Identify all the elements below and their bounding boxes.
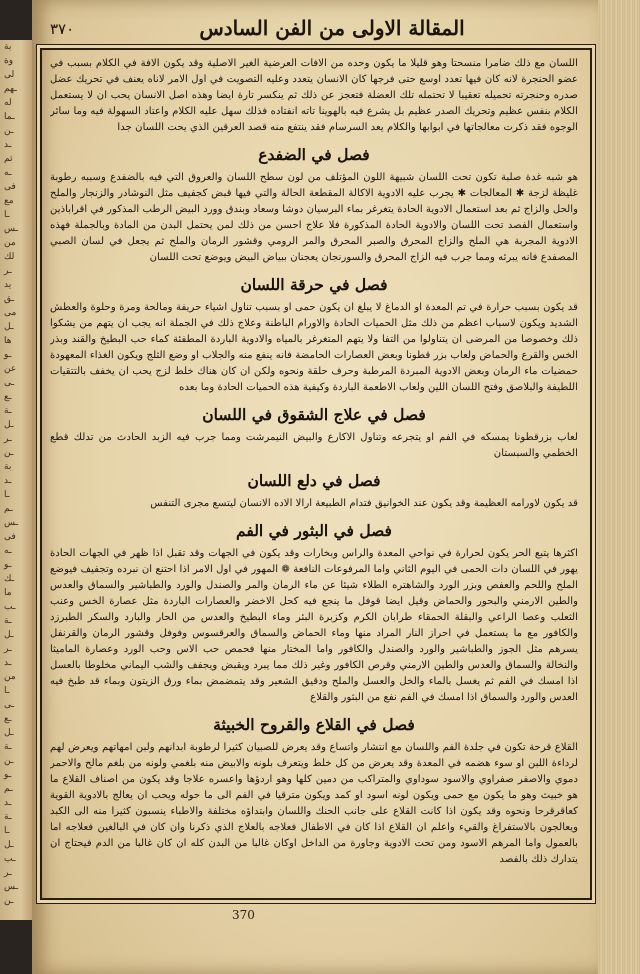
- facing-page-fragment: ـق: [4, 294, 15, 304]
- facing-page-fragment: ـما: [4, 112, 15, 122]
- page-title: المقالة الاولى من الفن السادس: [199, 16, 465, 40]
- facing-page-fragment: بة: [4, 462, 12, 472]
- facing-page-fragment: ـو: [4, 560, 12, 570]
- section-heading: فصل في علاج الشقوق في اللسان: [202, 405, 426, 424]
- section-paragraph: قد يكون لاورامه العظيمة وقد يكون عند الخوانيق فتدام الطبيعة ارالا الاده الانسان ليتسع مجرى التنفس: [150, 498, 578, 509]
- facing-page-fragment: ـع: [4, 714, 12, 724]
- page-number: ٣٧٠: [50, 20, 75, 38]
- section-heading: فصل في البثور في الفم: [236, 521, 392, 540]
- facing-page-fragment: لك: [4, 252, 15, 262]
- facing-page-fragment: بة: [4, 42, 12, 52]
- facing-page-fragment: يد: [4, 280, 12, 290]
- facing-page-fragment: ـد: [4, 140, 12, 150]
- facing-page-fragment: ـا: [4, 686, 10, 696]
- facing-page-fragment: ـن: [4, 756, 14, 766]
- facing-page-edge: [0, 40, 36, 920]
- page-stack-edge: [598, 0, 640, 974]
- intro-paragraph: اللسان مع ذلك ضامرا منسحتا وهو قليلا ما يكون وحده من الافات العرضية الغير الاصلية وقد يكون الافة في الكلام بسبب في عضو الحنجرة لانه كان فيها تعدد اوسع حتى فرجها كان الانسان يتعدد وعليه التصويت في اول الامر لاناه يعنف في تحريك عضل صدره وحنجرته تحميله تعقيبا لا تحتمله تلك العضلة فتعجز عن ذلك ثم ينكسر تارة ايضا وهذه اصل الانسان يحب ان لا يستعمل الكلام بنفس عظيم وتحريك الصدر عظيم بل يشرع فيه بالهوينا تاته انفتاده فذلك سهل عليه الكلام واعتاد السهولة فيه وما سائر الوجوه فقد ذكرت معالجاتها في ابوابها والكلام يعد السرسام فقد ينتفع منه قصد العرقين الذي يحت اللسان جدا: [50, 58, 578, 133]
- facing-page-fragment: ـة: [4, 406, 12, 416]
- facing-page-fragment: له: [4, 98, 12, 108]
- section-paragraph: هو شبه غدة صلبة تكون تحت اللسان شبيهة اللون المؤتلف من لون سطح اللسان والعروق التي فيه بالضفدع وسببه رطوبة غليظة لزجة ✱ المعالجات ✱ يجرب عليه الادوية الاكالة المقطعة الحالة والتي فيها قبض كجفيف مثل النوشادر والزنجار والملح والحل والزاج ثم بعد استعمال الادوية الحادة يتغرغر بماء البرسيان دوشا وسعاد وبندق وورد البيض الرطب المذكور في اقراباذين واستعمال الفصد تحت اللسان والادوية الحادة المذكورة فلا علاج احسن من ذلك لمن يحتمل البدن من المادة وبالجملة فهذه الادوية المجربة هي الملح والزاج المحرق والصبر المحرق والمر الرومي وقشور الرمان والملح ثم يجعل في لسان الصبي المصفدع فانه يبرئه ومما جرب فيه الزاج المحرق والسورنجان يعجنان ببياض البيض ويوضع تحت اللسان: [50, 172, 578, 263]
- facing-page-fragment: ـه: [4, 546, 12, 556]
- facing-page-fragment: ـى: [4, 700, 15, 710]
- facing-page-fragment: ـر: [4, 644, 12, 654]
- facing-page-fragment: ـو: [4, 770, 12, 780]
- facing-page-fragment: فى: [4, 182, 16, 192]
- section-paragraph: قد يكون بسبب حرارة في تم المعدة او الدماغ لا يبلغ ان يكون حمى او بسبب تناول اشياء حريفة ومالحة ومرة وحلوة والعطش الشديد ويكون لاسباب اعظم من ذلك مثل الحميات الحادة والاورام الباطنة وعلاج ذلك في الجملة انه يجب ان يتهم من يشكوا ذلك وخصوصا من المرضى ان يتناولوا من التفا ولا يتهم المتغرغر بالمياه والادوية الباردة المطفئة كماء حب البطيخ والقند وبذر الخس والقرع والحماض ولعاب بزر قطونا وبعض العصارات الحامضة فانه ينفع منه والجلاب او وضع الثلج ويكون الغذاء المعهودة حمضيات ماء الرمان وبعض الادوية المبردة المرطبة وحرف حلقة ونحوه ولكن ان كان هناك خلط لزج يحب ان يخفف بالتتقيات اللطيفة والبلاصق وفتح اللسان اللين ولعاب الاطعمة الباردة وكيفية هذه الحميات الحادة وما بعده: [50, 302, 578, 393]
- facing-page-fragment: فى: [4, 532, 16, 542]
- facing-page-fragment: ـل: [4, 630, 14, 640]
- facing-page-fragment: ـب: [4, 854, 16, 864]
- facing-page-fragment: من: [4, 238, 16, 248]
- page-footer: [32, 908, 598, 932]
- facing-page-fragment: ـا: [4, 210, 10, 220]
- facing-page-fragment: وة: [4, 56, 14, 66]
- facing-page-fragment: ـهم: [4, 84, 17, 94]
- facing-page-fragment: ـك: [4, 574, 15, 584]
- section-heading: فصل في الضفدع: [258, 145, 370, 164]
- section-paragraph: القلاع قرحة تكون في جلدة الفم واللسان مع انتشار واتساع وقد يعرض للصبيان كثيرا لرطوبة ابدانهم ولبن امهاتهم ويعرض لهم لرداءة اللبن او سوء هضمه في المعدة وقد يعرض من كل خلط ويتعرف بلونه والابيض منه بلغمي ولونه من بلغم مالح والاحمر دموي والاصفر صفراوي والاسود سوداوي والمتراكب من دمين كلها وهو اردؤها واعسره علاجا وقد يكون من اصناف القلاع ما هو خبيث وهو ما يكون مع حمى ويكون لونه اسود او كمد ويكون مترقيا في الفم الى ما حوله ويحب ان يعالج بالادوية القوية كعاقرقرحا ونحوه وقد يكون اذا كانت القلاع على جانب الحنك واللسان وابتداؤه مختلفة والاطباء ينسبون كثيرا منه الى الكبد ويعالجون بالاستفراغ والقيء واعلم ان القلاع اذا كان في الاطفال فعلاجه بالعلاج الذي ذكرنا وان كان في البالغين فعلاجه اما بالعمول واما المرهم الاسود ومن تحت الادوية وجاورة من الداخل اوكان غالبا من البدن كله ان كان غالبا من الدم فيحتاج ان يتدارك ذلك بالفصد: [50, 742, 578, 865]
- facing-page-fragment: ـى: [4, 378, 15, 388]
- facing-page-fragment: ـس: [4, 224, 19, 234]
- section-heading: فصل في دلع اللسان: [247, 471, 381, 490]
- facing-page-fragment: ـد: [4, 658, 12, 668]
- facing-page-fragment: ـة: [4, 616, 12, 626]
- facing-page-fragment: ـل: [4, 728, 14, 738]
- section-heading: فصل في حرقة اللسان: [240, 275, 388, 294]
- facing-page-fragment: من: [4, 672, 16, 682]
- facing-page-fragment: ـم: [4, 784, 13, 794]
- facing-page-fragment: ـن: [4, 126, 14, 136]
- section-paragraph: لعاب بزرقطونا يمسكه في الفم او يتجرعه وتناول الاكارع والبيض النيمرشت ومما جرب فيه الزبد الحادث من تدلك قطع الخطمي والسبستان: [50, 432, 578, 459]
- facing-page-fragment: لى: [4, 70, 15, 80]
- section-paragraph: اكثرها يتبع الحر يكون لحرارة في نواحي المعدة والراس وبخارات وقد يكون في الجهات وقد تقبل اذا ظهر في الجهات الحادة يهور في اللسان دات الحمى في اليوم الثاني واما المرفوعات النافعة ❁ المهور في اول الامر اذا احتنع ان نبرده وتجفيف فيوضع الملح واللحم والعفص وبزر الورد والشاهتره الطلاء شيئا عن ماء الرمان والمر والصندل والورد والطباشير والسماق والعدس والطين الارمني والبحور والحماض وقيل ايضا قوفل ما ينجع فيه كحل الاخضر والعصارات الباردة مثل عصارة الخس وعنب الثعلب وعصا الراعي والبقلة الحمقاء طرابان الكرم وكزبرة البئر وماء البطيخ والعدس من الحار والبارد والسكر الطبرزد والكافور مع ما يستعمل في احراز النار المراد منها وماء الحماض والسماق والعرقسوس وفوفل وقشور الرمان والقرنفل يسرهم مثل الجوز والطباشير والورد والصندل والكافور واما المختار منها فحمص حب الاس وحب الورد وعصارة الماميثا والنخالة والسماق والعدس والطين الارمني وقرص الكافور وغير ذلك مما يبرد ويقبض ويجفف والشب اليماني مخلوطا بالعسل اذا امسك في الفم ثم يغسل بالماء والخل والعسل والملح ودقيق الشعير وقد يتمضمض بماء ورق الزيتون وبماء قد طبخ فيه العدس والورد والسماق اذا امسك في الفم نفع من البثور والقلاع: [50, 548, 578, 703]
- facing-page-text-column: [0, 40, 34, 908]
- facing-page-fragment: ـة: [4, 742, 12, 752]
- facing-page-fragment: ما: [4, 588, 12, 598]
- facing-page-fragment: مع: [4, 196, 14, 206]
- facing-page-fragment: ـا: [4, 490, 10, 500]
- facing-page-fragment: ثم: [4, 154, 13, 164]
- facing-page-fragment: ـل: [4, 420, 14, 430]
- facing-page-fragment: ـن: [4, 448, 14, 458]
- facing-page-fragment: ها: [4, 336, 12, 346]
- facing-page-fragment: ـم: [4, 504, 13, 514]
- text-block: [50, 56, 578, 892]
- facing-page-fragment: ـس: [4, 882, 19, 892]
- facing-page-fragment: ـد: [4, 798, 12, 808]
- footer-page-number: 370: [232, 908, 255, 922]
- facing-page-fragment: ـد: [4, 476, 12, 486]
- facing-page-fragment: ـل: [4, 322, 14, 332]
- facing-page-fragment: ـن: [4, 896, 14, 906]
- facing-page-fragment: ـو: [4, 350, 12, 360]
- facing-page-fragment: ـا: [4, 826, 10, 836]
- section-heading: فصل في القلاع والقروح الخبيثة: [213, 715, 415, 734]
- facing-page-fragment: ـل: [4, 840, 14, 850]
- facing-page-fragment: ـر: [4, 434, 12, 444]
- facing-page-fragment: ـع: [4, 392, 12, 402]
- facing-page-fragment: ـة: [4, 812, 12, 822]
- facing-page-fragment: مى: [4, 308, 17, 318]
- facing-page-fragment: ـه: [4, 168, 12, 178]
- book-page: [32, 0, 598, 974]
- facing-page-fragment: عن: [4, 364, 17, 374]
- facing-page-fragment: ـر: [4, 266, 12, 276]
- facing-page-fragment: ـب: [4, 602, 16, 612]
- facing-page-fragment: ـر: [4, 868, 12, 878]
- facing-page-fragment: ـس: [4, 518, 19, 528]
